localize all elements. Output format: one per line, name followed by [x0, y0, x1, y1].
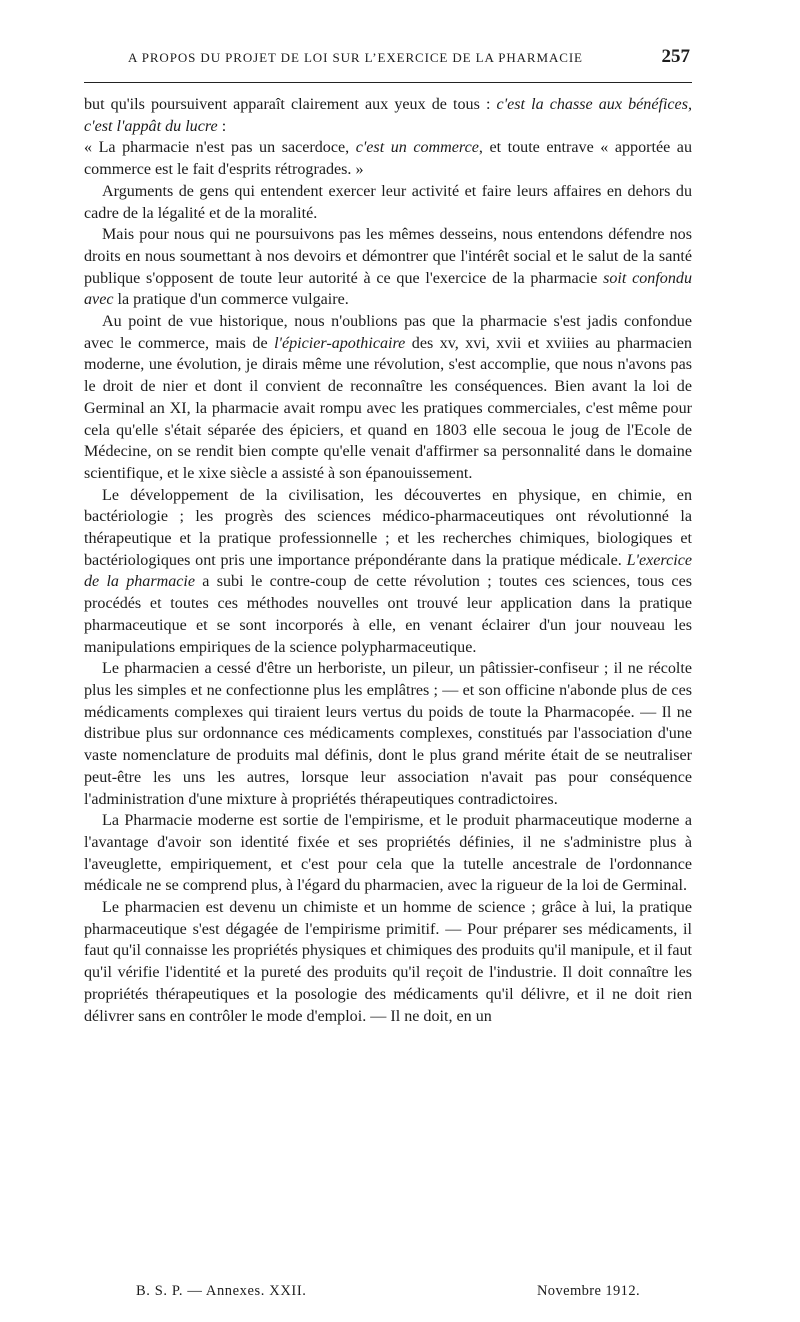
text-run: Au point de vue historique, nous n'oublions pas que la pharmacie s'est jadis confondue avec le commerce, mais de	[84, 313, 692, 352]
paragraph-p8	[84, 810, 692, 897]
paragraph-p7	[84, 658, 692, 810]
paragraph-p1	[84, 94, 692, 137]
body-text	[84, 94, 692, 1027]
text-run: « La pharmacie n'est pas un sacerdoce,	[84, 139, 356, 157]
paragraph-p6	[84, 485, 692, 659]
italic-text: c'est la chasse aux bénéfices, c'est l'appât du lucre	[84, 96, 692, 135]
page-number: 257	[661, 46, 690, 67]
paragraph-p9	[84, 897, 692, 1027]
text-run: Arguments de gens qui entendent exercer leur activité et faire leurs affaires en dehors du cadre de la légalité et de la moralité.	[84, 182, 692, 222]
document-page	[84, 0, 694, 1322]
text-run: Le pharmacien est devenu un chimiste et un homme de science ; grâce à lui, la pratique pharmaceutique s'est dégagée de l'empirisme primitif. — Pour préparer ses médicaments, il faut qu'il connaisse les propriétés physiques et chimiques des produits qu'il manipule, et il faut qu'il vérifie l'identité et la pureté des produits qu'il reçoit de l'industrie. Il doit connaître les propriétés thérapeutiques et la posologie des médicaments qu'il délivre, et il ne doit rien délivrer sans en contrôler le mode d'emploi. — Il ne doit, en un	[84, 899, 692, 1025]
footer-reference: B. S. P. — Annexes. XXII.	[136, 1283, 307, 1299]
paragraph-p2	[84, 137, 692, 180]
running-header	[84, 48, 694, 74]
text-run: Le développement de la civilisation, les découvertes en physique, en chimie, en bactériologie ; les progrès des sciences médico-pharmaceutiques ont révolutionné la thérapeutique et la pratique professionnelle ; et les recherches chimiques, biologiques et bactériologiques ont pris une importance prépondérante dans la pratique médicale.	[84, 486, 692, 569]
text-run: but qu'ils poursuivent apparaît clairement aux yeux de tous :	[84, 96, 497, 113]
italic-text: soit confondu avec	[84, 269, 692, 309]
italic-text: c'est un commerce	[355, 139, 479, 157]
paragraph-p5	[84, 311, 692, 485]
text-run: des xv, xvi, xvii et xviiies au pharmacien moderne, une évolution, je dirais même une révolution, s'est accomplie, que nous n'avons pas le droit de nier et dont il convient de reconnaître les conséquences. Bien avant la loi de Germinal an XI, la pharmacie avait rompu avec les pratiques commerciales, c'est même pour cela qu'elle s'était séparée des épiciers, et quand en 1803 elle secoua le joug de l'Ecole de Médecine, on se rendit bien compte qu'elle venait d'affirmer sa personnalité dans le domaine scientifique, et le xixe siècle a assisté à son épanouissement.	[84, 334, 692, 482]
running-title: A PROPOS DU PROJET DE LOI SUR L’EXERCICE DE LA PHARMACIE	[128, 50, 583, 65]
text-run: Le pharmacien a cessé d'être un herboriste, un pileur, un pâtissier-confiseur ; il ne récolte plus les simples et ne confectionne plus les emplâtres ; — et son officine n'abonde plus de ces médicaments complexes qui tiraient leurs vertus du poids de toute la Pharmacopée. — Il ne distribue plus sur ordonnance ces médicaments complexes, constitués par l'association d'une vaste nomenclature de produits mal définis, dont le plus grand mérite était de se neutraliser peut-être les uns les autres, lorsque leur association n'avait pas pour conséquence l'administration d'une mixture à propriétés thérapeutiques contradictoires.	[84, 660, 692, 808]
page-footer	[84, 1283, 692, 1305]
italic-text: L'exercice de la pharmacie	[84, 551, 692, 591]
italic-text: l'épicier-apothicaire	[274, 334, 406, 352]
text-run: , et toute entrave « apportée au commerce est le fait d'esprits rétrogrades. »	[84, 139, 692, 179]
paragraph-p3	[84, 181, 692, 224]
header-rule	[84, 82, 692, 83]
footer-date: Novembre 1912.	[536, 1283, 640, 1299]
paragraph-p4	[84, 224, 692, 311]
text-run: a subi le contre-coup de cette révolution ; toutes ces sciences, tous ces procédés et toutes ces méthodes nouvelles ont trouvé leur application dans la pratique pharmaceutique et se sont incorporés à elle, en venant éclairer d'un jour nouveau les manipulations empiriques de la science polypharmaceutique.	[84, 573, 692, 656]
text-run: Mais pour nous qui ne poursuivons pas les mêmes desseins, nous entendons défendre nos droits en nous soumettant à nos devoirs et démontrer que l'intérêt social et le salut de la santé publique s'opposent de toute leur autorité à ce que l'exercice de la pharmacie	[84, 226, 692, 287]
text-run: la pratique d'un commerce vulgaire.	[113, 291, 349, 309]
text-run: La Pharmacie moderne est sortie de l'empirisme, et le produit pharmaceutique moderne a l'avantage d'avoir son identité fixée et ses propriétés définies, il ne s'administre plus à l'aveuglette, empiriquement, et c'est pour cela que la tutelle ancestrale de l'ordonnance médicale ne se comprend plus, à l'égard du pharmacien, avec la rigueur de la loi de Germinal.	[84, 812, 692, 895]
text-run: :	[217, 117, 227, 135]
